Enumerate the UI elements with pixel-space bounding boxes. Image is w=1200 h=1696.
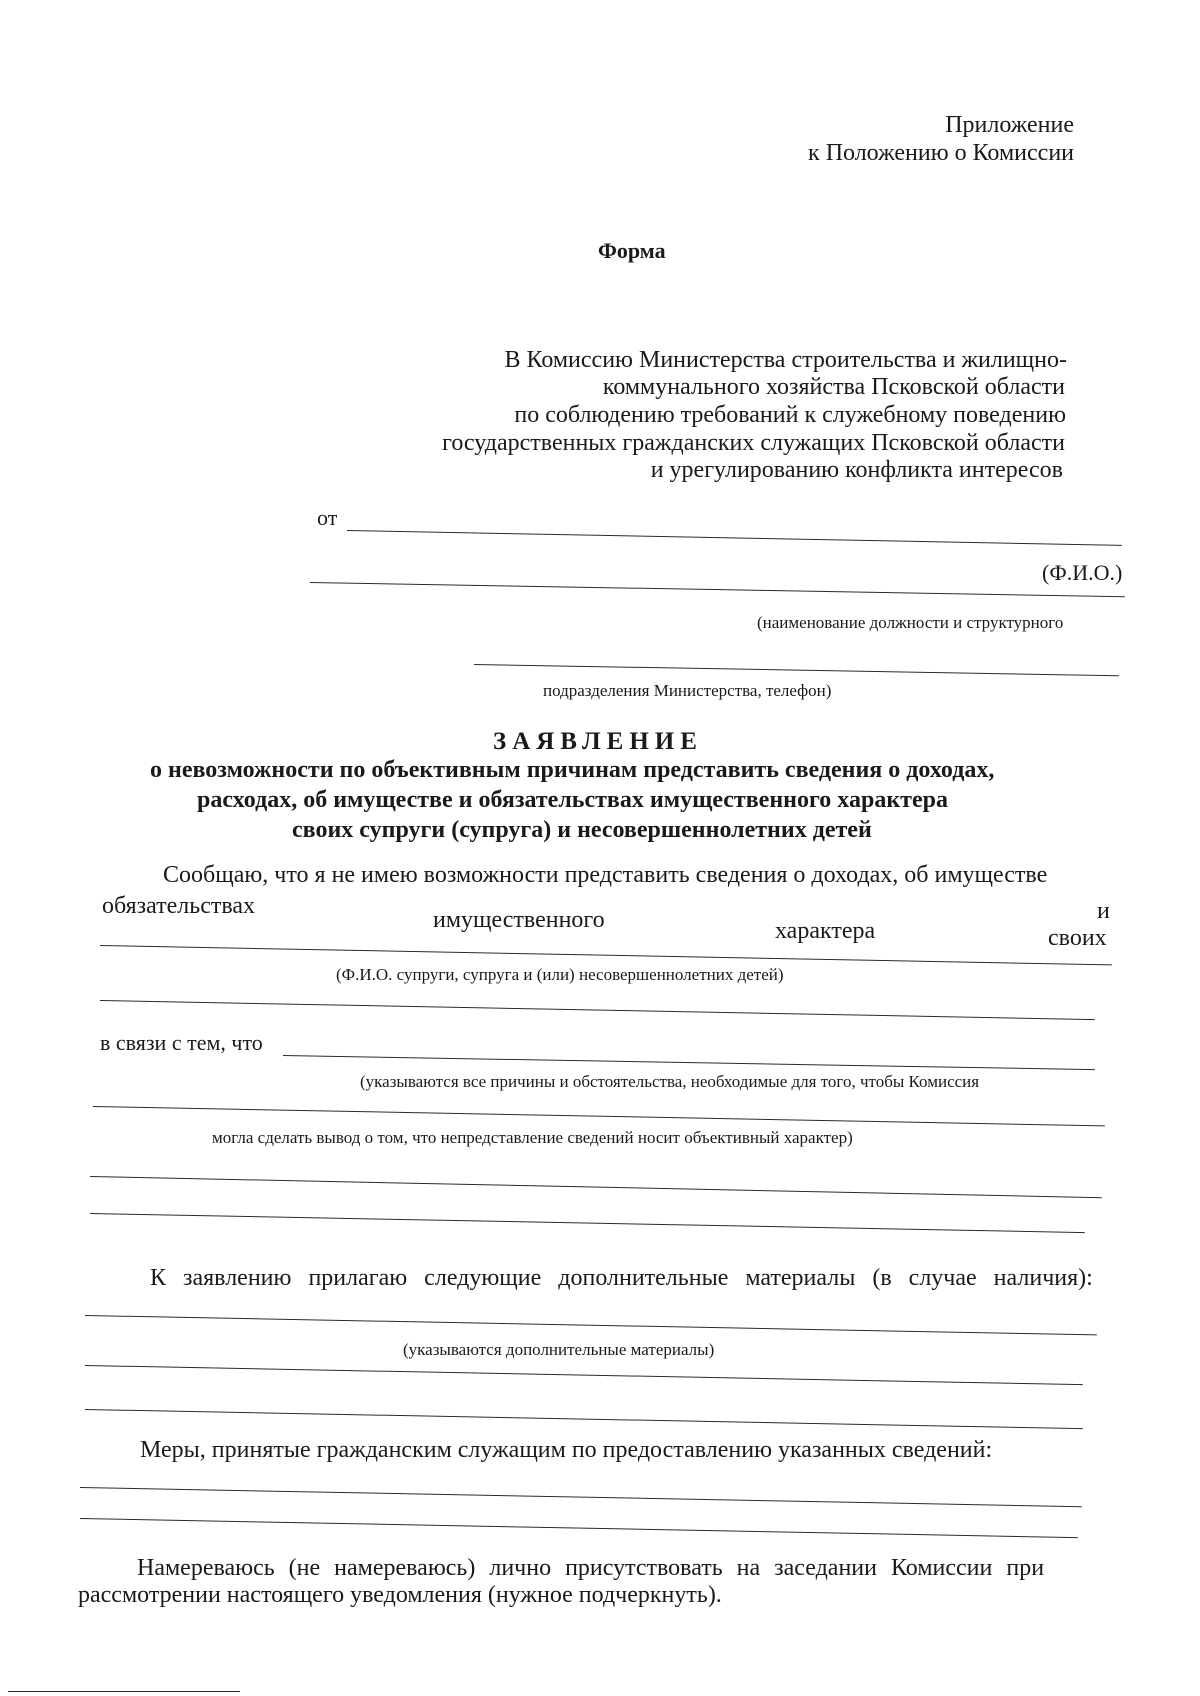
statement-heading: ЗАЯВЛЕНИЕ <box>493 728 703 755</box>
position-field-2[interactable] <box>474 664 1119 676</box>
attach-field-3[interactable] <box>85 1409 1083 1429</box>
paragraph-1-line-1: Сообщаю, что я не имею возможности представить сведения о доходах, об имуществе <box>163 862 1048 888</box>
paragraph-1-word-and: и <box>1097 898 1110 924</box>
statement-subtitle-3: своих супруги (супруга) и несовершеннолетних детей <box>292 817 872 843</box>
position-field-1[interactable] <box>310 582 1125 597</box>
measures-text: Меры, принятые гражданским служащим по предоставлению указанных сведений: <box>140 1437 993 1463</box>
measures-field-1[interactable] <box>80 1487 1082 1507</box>
appendix-line-2: к Положению о Комиссии <box>808 140 1074 166</box>
reason-field-2[interactable] <box>93 1106 1105 1126</box>
position-hint-1: (наименование должности и структурного <box>757 613 1064 632</box>
measures-field-2[interactable] <box>80 1518 1078 1538</box>
reason-field-3[interactable] <box>90 1176 1102 1198</box>
attach-text: К заявлению прилагаю следующие дополнительные материалы (в случае наличия): <box>150 1265 1093 1291</box>
spouse-field-2[interactable] <box>100 1000 1095 1020</box>
position-hint-2: подразделения Министерства, телефон) <box>543 681 832 700</box>
intent-line-1: Намереваюсь (не намереваюсь) лично присутствовать на заседании Комиссии при <box>137 1555 1045 1581</box>
reason-hint-1: (указываются все причины и обстоятельства, необходимые для того, чтобы Комиссия <box>360 1072 980 1091</box>
addressee-line-2: коммунального хозяйства Псковской области <box>602 374 1065 400</box>
fio-hint: (Ф.И.О.) <box>1042 560 1123 585</box>
fio-field[interactable] <box>347 530 1122 546</box>
intent-line-2: рассмотрении настоящего уведомления (нужное подчеркнуть). <box>78 1582 722 1608</box>
reason-hint-2: могла сделать вывод о том, что непредставление сведений носит объективный характер) <box>212 1128 853 1147</box>
from-label: от <box>317 505 338 530</box>
statement-subtitle-2: расходах, об имуществе и обязательствах имущественного характера <box>197 787 948 813</box>
paragraph-1-word-obligations: обязательствах <box>102 893 256 919</box>
reason-field-4[interactable] <box>90 1213 1085 1233</box>
attach-field-2[interactable] <box>85 1365 1083 1385</box>
form-label: Форма <box>598 238 666 263</box>
spouse-field-1[interactable] <box>100 945 1112 965</box>
addressee-line-3: по соблюдению требований к служебному поведению <box>514 402 1066 428</box>
statement-subtitle-1: о невозможности по объективным причинам представить сведения о доходах, <box>150 757 995 783</box>
addressee-line-1: В Комиссию Министерства строительства и жилищно- <box>504 347 1067 373</box>
paragraph-1-word-property: имущественного <box>433 907 605 933</box>
addressee-line-4: государственных гражданских служащих Псковской области <box>442 430 1065 456</box>
attach-field-1[interactable] <box>85 1315 1097 1335</box>
addressee-line-5: и урегулированию конфликта интересов <box>650 457 1063 483</box>
paragraph-1-word-own: своих <box>1048 925 1107 951</box>
spouse-hint: (Ф.И.О. супруги, супруга и (или) несовершеннолетних детей) <box>336 965 784 984</box>
footnote-separator <box>8 1691 240 1692</box>
appendix-line-1: Приложение <box>945 112 1074 138</box>
paragraph-1-word-character: характера <box>775 918 876 944</box>
reason-field-1[interactable] <box>283 1055 1095 1070</box>
reason-label: в связи с тем, что <box>100 1030 263 1055</box>
attach-hint: (указываются дополнительные материалы) <box>403 1340 715 1359</box>
